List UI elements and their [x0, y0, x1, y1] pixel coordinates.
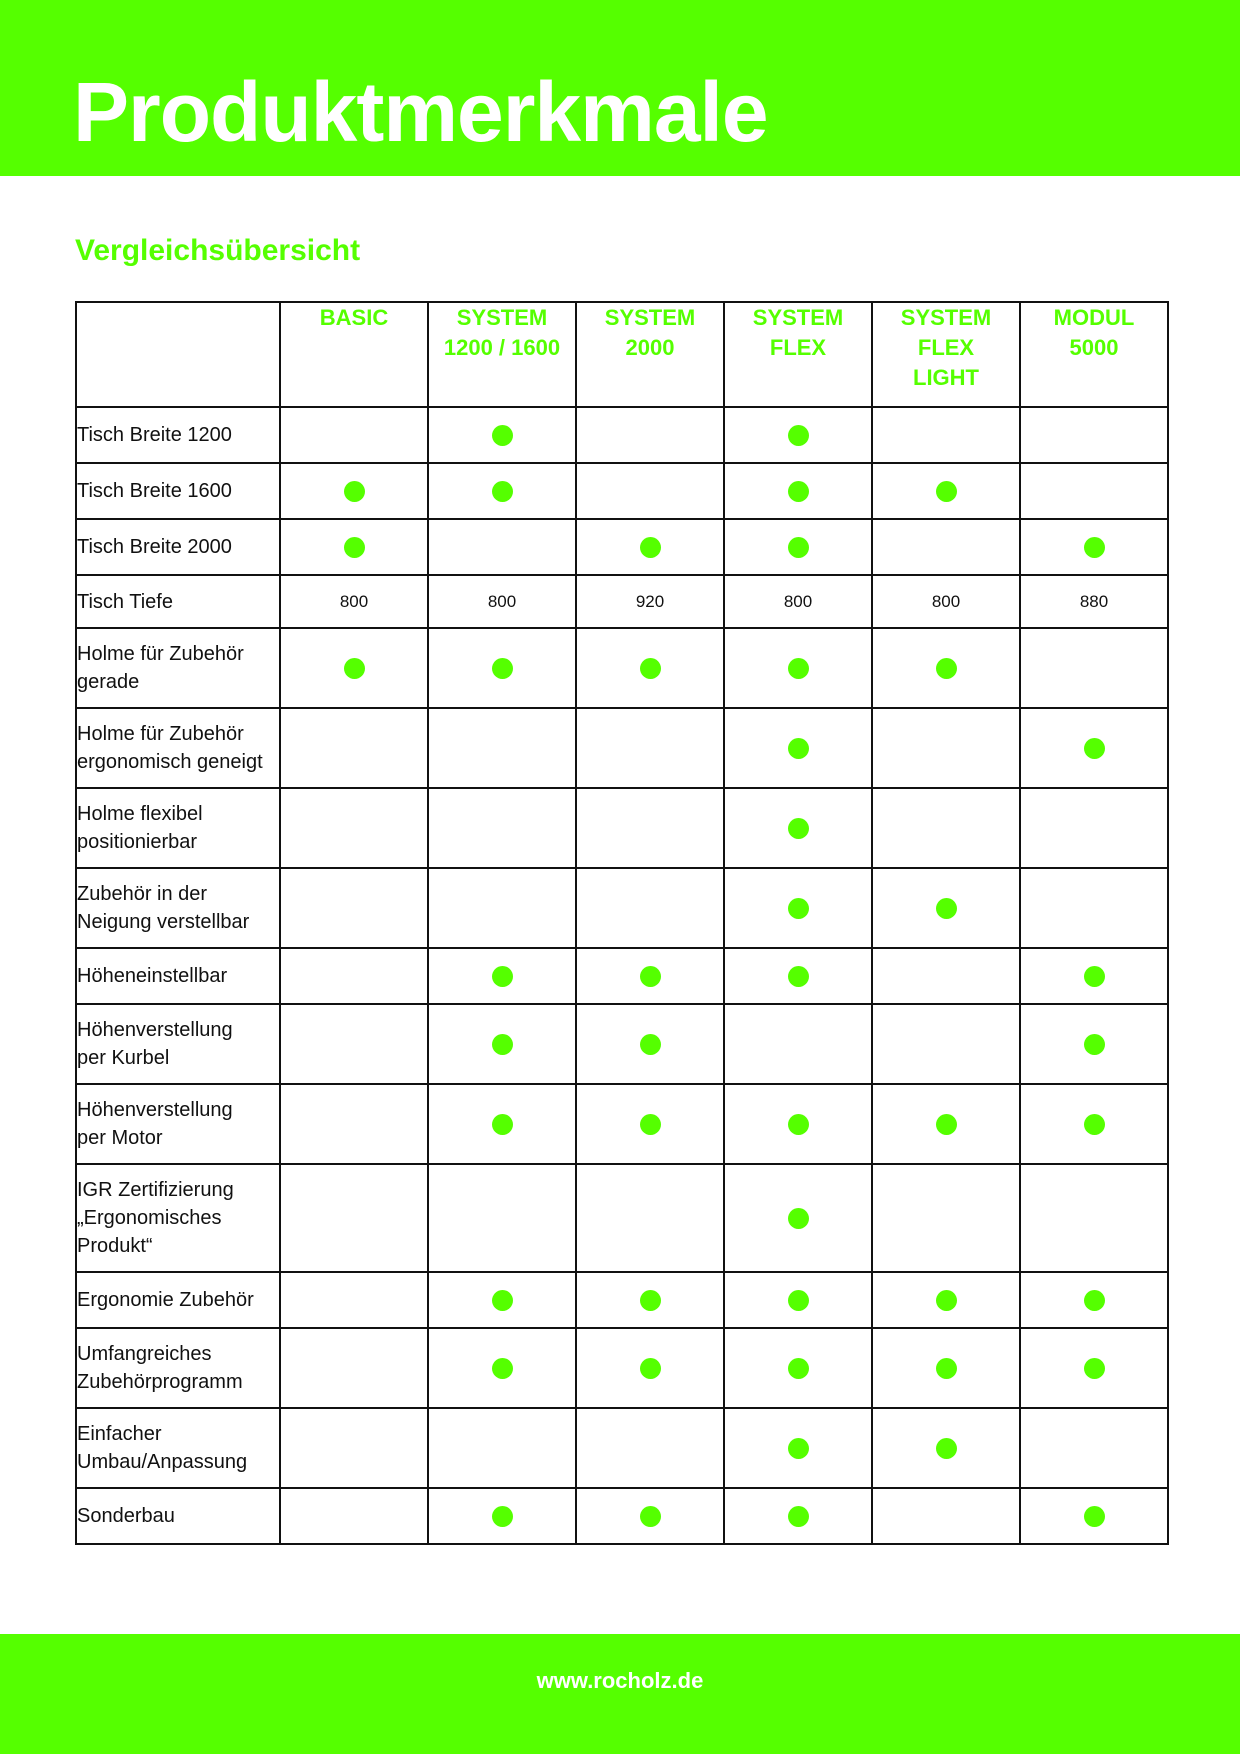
- check-dot-icon: [492, 481, 513, 502]
- feature-cell: [872, 463, 1020, 519]
- column-header: [576, 302, 724, 407]
- row-label: Höhenverstellung per Kurbel: [76, 1004, 280, 1084]
- check-dot-icon: [788, 1358, 809, 1379]
- empty-cell: [428, 519, 576, 575]
- check-dot-icon: [788, 425, 809, 446]
- check-dot-icon: [344, 537, 365, 558]
- table-row: [76, 1488, 1168, 1544]
- feature-cell: [724, 1488, 872, 1544]
- check-dot-icon: [788, 898, 809, 919]
- check-dot-icon: [1084, 1506, 1105, 1527]
- feature-cell: [1020, 1004, 1168, 1084]
- value-cell: 800: [428, 575, 576, 628]
- feature-cell: [724, 1084, 872, 1164]
- empty-cell: [280, 1084, 428, 1164]
- empty-cell: [280, 708, 428, 788]
- check-dot-icon: [788, 537, 809, 558]
- empty-cell: [280, 788, 428, 868]
- empty-cell: [872, 407, 1020, 463]
- row-label: Einfacher Umbau/Anpassung: [76, 1408, 280, 1488]
- feature-cell: [1020, 1272, 1168, 1328]
- feature-cell: [1020, 1328, 1168, 1408]
- check-dot-icon: [788, 658, 809, 679]
- column-header: [872, 302, 1020, 407]
- feature-cell: [872, 1408, 1020, 1488]
- column-header-label: SYSTEM 2000: [604, 305, 696, 360]
- check-dot-icon: [788, 1290, 809, 1311]
- table-row: [76, 708, 1168, 788]
- empty-cell: [576, 868, 724, 948]
- empty-cell: [872, 1164, 1020, 1272]
- check-dot-icon: [788, 1208, 809, 1229]
- feature-cell: [724, 1328, 872, 1408]
- empty-cell: [576, 1164, 724, 1272]
- empty-cell: [1020, 788, 1168, 868]
- value-cell: 880: [1020, 575, 1168, 628]
- footer-url: www.rocholz.de: [536, 1668, 704, 1693]
- table-row: [76, 1084, 1168, 1164]
- check-dot-icon: [788, 738, 809, 759]
- table-row: [76, 1408, 1168, 1488]
- column-header-label: SYSTEM FLEX: [752, 305, 844, 360]
- feature-cell: [724, 708, 872, 788]
- check-dot-icon: [936, 1114, 957, 1135]
- table-header-row: [76, 302, 1168, 407]
- empty-cell: [1020, 407, 1168, 463]
- column-header: [280, 302, 428, 407]
- check-dot-icon: [1084, 537, 1105, 558]
- check-dot-icon: [1084, 966, 1105, 987]
- check-dot-icon: [1084, 1358, 1105, 1379]
- feature-cell: [428, 1328, 576, 1408]
- check-dot-icon: [492, 966, 513, 987]
- column-header-label: BASIC: [319, 305, 389, 330]
- row-label: Umfangreiches Zubehörprogramm: [76, 1328, 280, 1408]
- empty-cell: [576, 1408, 724, 1488]
- check-dot-icon: [936, 1290, 957, 1311]
- feature-cell: [872, 1328, 1020, 1408]
- check-dot-icon: [936, 481, 957, 502]
- feature-cell: [872, 628, 1020, 708]
- feature-cell: [1020, 948, 1168, 1004]
- feature-cell: [724, 1164, 872, 1272]
- table-corner-cell: [76, 302, 280, 407]
- table-row: [76, 1272, 1168, 1328]
- feature-cell: [576, 1084, 724, 1164]
- row-label: Tisch Breite 2000: [76, 519, 280, 575]
- feature-cell: [428, 463, 576, 519]
- check-dot-icon: [640, 658, 661, 679]
- feature-cell: [872, 1084, 1020, 1164]
- empty-cell: [428, 708, 576, 788]
- empty-cell: [428, 1408, 576, 1488]
- value-cell: 800: [872, 575, 1020, 628]
- empty-cell: [280, 407, 428, 463]
- feature-cell: [428, 407, 576, 463]
- feature-cell: [724, 948, 872, 1004]
- check-dot-icon: [788, 1438, 809, 1459]
- feature-cell: [428, 948, 576, 1004]
- check-dot-icon: [492, 1114, 513, 1135]
- feature-cell: [724, 1272, 872, 1328]
- empty-cell: [280, 1408, 428, 1488]
- check-dot-icon: [344, 481, 365, 502]
- check-dot-icon: [640, 1506, 661, 1527]
- feature-cell: [576, 1272, 724, 1328]
- empty-cell: [576, 788, 724, 868]
- column-header-label: MODUL 5000: [1053, 305, 1135, 360]
- table-row: [76, 407, 1168, 463]
- empty-cell: [1020, 628, 1168, 708]
- empty-cell: [280, 1272, 428, 1328]
- empty-cell: [428, 1164, 576, 1272]
- section-subtitle: Vergleichsübersicht: [75, 234, 361, 267]
- check-dot-icon: [1084, 1034, 1105, 1055]
- check-dot-icon: [492, 1358, 513, 1379]
- empty-cell: [280, 1488, 428, 1544]
- row-label: Höhenverstellung per Motor: [76, 1084, 280, 1164]
- check-dot-icon: [1084, 1290, 1105, 1311]
- feature-cell: [872, 1272, 1020, 1328]
- table-row: [76, 948, 1168, 1004]
- check-dot-icon: [640, 1358, 661, 1379]
- empty-cell: [280, 868, 428, 948]
- feature-cell: [428, 628, 576, 708]
- page-title: Produktmerkmale: [73, 65, 768, 159]
- empty-cell: [872, 1488, 1020, 1544]
- empty-cell: [280, 1164, 428, 1272]
- empty-cell: [872, 519, 1020, 575]
- check-dot-icon: [788, 1506, 809, 1527]
- row-label: IGR Zertifizierung „Ergonomisches Produkt“: [76, 1164, 280, 1272]
- feature-cell: [1020, 519, 1168, 575]
- feature-cell: [724, 1408, 872, 1488]
- feature-cell: [280, 463, 428, 519]
- feature-cell: [428, 1004, 576, 1084]
- empty-cell: [1020, 463, 1168, 519]
- table-body: [76, 407, 1168, 1544]
- check-dot-icon: [640, 537, 661, 558]
- empty-cell: [576, 708, 724, 788]
- check-dot-icon: [492, 1290, 513, 1311]
- column-header: [428, 302, 576, 407]
- table-row: [76, 788, 1168, 868]
- empty-cell: [280, 1004, 428, 1084]
- footer-banner: [0, 1634, 1240, 1754]
- check-dot-icon: [788, 966, 809, 987]
- row-label: Sonderbau: [76, 1488, 280, 1544]
- check-dot-icon: [788, 818, 809, 839]
- empty-cell: [576, 407, 724, 463]
- table-row: [76, 463, 1168, 519]
- row-label: Tisch Breite 1200: [76, 407, 280, 463]
- feature-cell: [724, 463, 872, 519]
- feature-cell: [576, 1488, 724, 1544]
- value-cell: 800: [280, 575, 428, 628]
- row-label: Holme für Zubehör ergonomisch geneigt: [76, 708, 280, 788]
- feature-cell: [724, 407, 872, 463]
- empty-cell: [1020, 1164, 1168, 1272]
- feature-cell: [1020, 708, 1168, 788]
- empty-cell: [280, 1328, 428, 1408]
- table-row: [76, 1164, 1168, 1272]
- check-dot-icon: [936, 1438, 957, 1459]
- empty-cell: [576, 463, 724, 519]
- header-banner: [0, 0, 1240, 176]
- check-dot-icon: [1084, 738, 1105, 759]
- empty-cell: [872, 1004, 1020, 1084]
- column-header: [1020, 302, 1168, 407]
- table-row: [76, 628, 1168, 708]
- feature-cell: [428, 1084, 576, 1164]
- check-dot-icon: [1084, 1114, 1105, 1135]
- feature-cell: [724, 868, 872, 948]
- feature-cell: [724, 628, 872, 708]
- check-dot-icon: [788, 1114, 809, 1135]
- table-row: [76, 1328, 1168, 1408]
- table-row: [76, 575, 1168, 628]
- check-dot-icon: [936, 898, 957, 919]
- feature-cell: [280, 628, 428, 708]
- check-dot-icon: [936, 658, 957, 679]
- column-header-label: SYSTEM FLEX LIGHT: [900, 305, 992, 390]
- table-row: [76, 868, 1168, 948]
- check-dot-icon: [492, 425, 513, 446]
- empty-cell: [1020, 1408, 1168, 1488]
- empty-cell: [872, 788, 1020, 868]
- check-dot-icon: [936, 1358, 957, 1379]
- empty-cell: [1020, 868, 1168, 948]
- column-header: [724, 302, 872, 407]
- feature-cell: [1020, 1084, 1168, 1164]
- row-label: Ergonomie Zubehör: [76, 1272, 280, 1328]
- empty-cell: [872, 708, 1020, 788]
- feature-cell: [576, 1328, 724, 1408]
- comparison-table: [75, 301, 1169, 1545]
- empty-cell: [428, 868, 576, 948]
- table-row: [76, 519, 1168, 575]
- feature-cell: [280, 519, 428, 575]
- feature-cell: [576, 628, 724, 708]
- empty-cell: [872, 948, 1020, 1004]
- check-dot-icon: [492, 658, 513, 679]
- empty-cell: [724, 1004, 872, 1084]
- value-cell: 800: [724, 575, 872, 628]
- feature-cell: [576, 948, 724, 1004]
- column-header-label: SYSTEM 1200 / 1600: [443, 305, 561, 360]
- feature-cell: [428, 1488, 576, 1544]
- table-row: [76, 1004, 1168, 1084]
- row-label: Höheneinstellbar: [76, 948, 280, 1004]
- row-label: Holme flexibel positionierbar: [76, 788, 280, 868]
- check-dot-icon: [344, 658, 365, 679]
- row-label: Tisch Breite 1600: [76, 463, 280, 519]
- check-dot-icon: [492, 1506, 513, 1527]
- check-dot-icon: [640, 1034, 661, 1055]
- check-dot-icon: [640, 1290, 661, 1311]
- check-dot-icon: [788, 481, 809, 502]
- feature-cell: [576, 1004, 724, 1084]
- feature-cell: [576, 519, 724, 575]
- check-dot-icon: [492, 1034, 513, 1055]
- empty-cell: [280, 948, 428, 1004]
- row-label: Tisch Tiefe: [76, 575, 280, 628]
- check-dot-icon: [640, 966, 661, 987]
- feature-cell: [724, 519, 872, 575]
- row-label: Holme für Zubehör gerade: [76, 628, 280, 708]
- check-dot-icon: [640, 1114, 661, 1135]
- feature-cell: [724, 788, 872, 868]
- value-cell: 920: [576, 575, 724, 628]
- feature-cell: [872, 868, 1020, 948]
- feature-cell: [428, 1272, 576, 1328]
- feature-cell: [1020, 1488, 1168, 1544]
- empty-cell: [428, 788, 576, 868]
- row-label: Zubehör in der Neigung verstellbar: [76, 868, 280, 948]
